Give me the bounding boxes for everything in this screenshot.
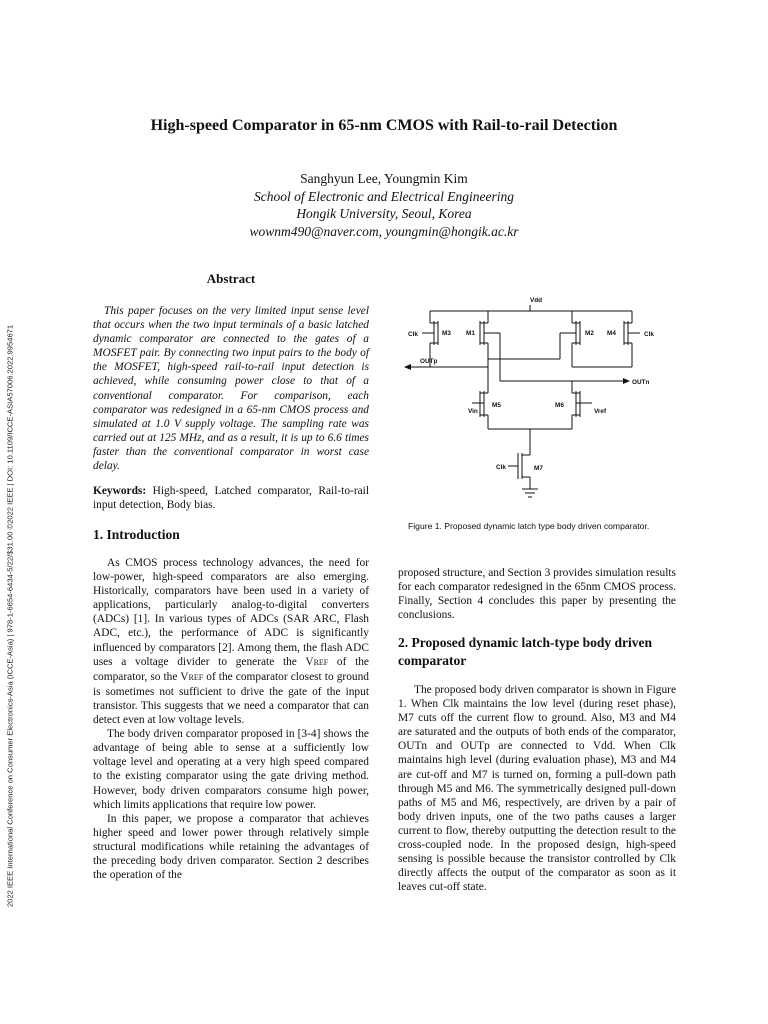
section-2-paragraph-1: The proposed body driven comparator is shown in Figure 1. When Clk maintains the low level (during reset phase), M7 cuts off the current flow to ground. Also, M3 and M4 are saturated and the outputs of both ends of the comparator, OUTn and OUTp are connected to Vdd. When Clk maintains high level (during evaluation phase), M3 and M4 are cut-off and M7 is turned on, forming a pull-down path through M5 and M6. The symmetrically designed pull-down paths of M5 and M6, respectively, are driven by a pair of body driven inputs, one of the two paths causes a larger current to flow, thereby outputting the detection result to the cross-coupled node. In the proposed design, high-speed sensing is possible because the transistor controlled by Clk directly affects the output of the comparator as soon as it leaves cut-off state. bbox=[398, 684, 676, 894]
outn-arrow-icon bbox=[623, 378, 630, 384]
vdd-label: Vdd bbox=[530, 297, 543, 304]
abstract-body bbox=[93, 304, 369, 473]
introduction-body bbox=[93, 556, 369, 882]
outp-arrow-icon bbox=[404, 364, 411, 370]
transistor-m2 bbox=[560, 311, 580, 367]
m5-label: M5 bbox=[492, 402, 501, 409]
intro-paragraph-3-cont: proposed structure, and Section 3 provides simulation results for each comparator redesigned in the 65nm CMOS process. Finally, Section 4 concludes this paper by presenting the conclusions. bbox=[398, 567, 676, 622]
intro-paragraph-2: The body driven comparator proposed in [3-4] shows the advantage of being able to sense at a sufficiently low voltage level and operating at a very high speed compared to the existing comparator using the gate driving method. However, body driven comparators consume high power, which limits applications that require low power. bbox=[93, 728, 369, 811]
outn-label: OUTn bbox=[632, 379, 650, 386]
author-names: Sanghyun Lee, Youngmin Kim bbox=[300, 171, 468, 186]
keywords bbox=[93, 484, 369, 512]
m3-label: M3 bbox=[442, 330, 451, 337]
m6-label: M6 bbox=[555, 402, 564, 409]
transistor-m6 bbox=[572, 391, 592, 429]
vin-label: Vin bbox=[468, 408, 478, 415]
m1-label: M1 bbox=[466, 330, 475, 337]
figure-1-schematic bbox=[400, 295, 670, 510]
affiliation-university: Hongik University, Seoul, Korea bbox=[296, 206, 472, 221]
abstract-heading: Abstract bbox=[206, 271, 256, 286]
vref-label: Vref bbox=[594, 408, 607, 415]
keywords-label: Keywords: bbox=[93, 485, 147, 497]
m2-label: M2 bbox=[585, 330, 594, 337]
figure-1-caption: Figure 1. Proposed dynamic latch type body driven comparator. bbox=[408, 521, 650, 531]
publication-sidebar bbox=[3, 280, 17, 952]
m7-label: M7 bbox=[534, 465, 543, 472]
affiliation-school: School of Electronic and Electrical Engineering bbox=[253, 188, 515, 204]
section-2-heading: 2. Proposed dynamic latch-type body driven comparator bbox=[398, 635, 653, 668]
author-block bbox=[0, 170, 768, 240]
m7-clk-label: Clk bbox=[496, 464, 506, 471]
transistor-m4 bbox=[624, 311, 640, 367]
m4-clk-label: Clk bbox=[644, 331, 654, 338]
section-introduction-heading: 1. Introduction bbox=[93, 527, 180, 542]
m4-label: M4 bbox=[607, 330, 616, 337]
outp-label: OUTp bbox=[420, 358, 438, 365]
m3-clk-label: Clk bbox=[408, 331, 418, 338]
intro-paragraph-3: In this paper, we propose a comparator that achieves higher speed and lower power through relatively simple structural modifications while retaining the advantages of the preceding body driven comparator. Section 2 describes the operation of the bbox=[93, 812, 369, 882]
intro-paragraph-1: As CMOS process technology advances, the need for low-power, high-speed comparators are also emerging. Historically, comparators have been used in a variety of applications, particularly analog-to-digital converters (ADCs) [1]. In various types of ADCs (SAR ARC, Flash ADC, etc.), the performance of ADC is significantly influenced by comparators [2]. Among them, the flash ADC uses a voltage divider to generate the VREF of the comparator, so the VREF of the comparator closest to ground is sometimes not sufficient to drive the gate of the input transistor. This suggests that we need a comparator that can detect even at low voltage levels. bbox=[93, 557, 369, 727]
paper-title: High-speed Comparator in 65-nm CMOS with Rail-to-rail Detection bbox=[150, 117, 618, 134]
ground-icon bbox=[522, 489, 538, 497]
sidebar-citation: 2022 IEEE International Conference on Consumer Electronics-Asia (ICCE-Asia) | 978-1-6654-6434-5/22/$31.00 ©2022 IEEE | DOI: 10.1109/ICCE-ASIA57006.2022.9954671 bbox=[5, 324, 15, 908]
keywords-text: High-speed, Latched comparator, Rail-to-rail input detection, Body bias. bbox=[93, 485, 369, 512]
abstract-text: This paper focuses on the very limited input sense level that occurs when the two input terminals of a basic latched dynamic comparator are connected to the gates of a MOSFET pair. By connecting two input pairs to the body of the MOSFET, high-speed rail-to-rail input detection is achieved, while consuming power close to that of a conventional comparator. For comparison, each comparator was redesigned in a 65-nm CMOS process and simulated at 1.0 V supply voltage. The sampling rate was carried out at 125 MHz, and as a result, it is up to 6.6 times faster than the conventional comparator in worst case delay. bbox=[93, 305, 369, 473]
transistor-m7 bbox=[508, 453, 530, 489]
author-emails: wownm490@naver.com, youngmin@hongik.ac.kr bbox=[249, 223, 519, 239]
section-2-body bbox=[398, 683, 676, 894]
intro-continuation bbox=[398, 566, 676, 622]
